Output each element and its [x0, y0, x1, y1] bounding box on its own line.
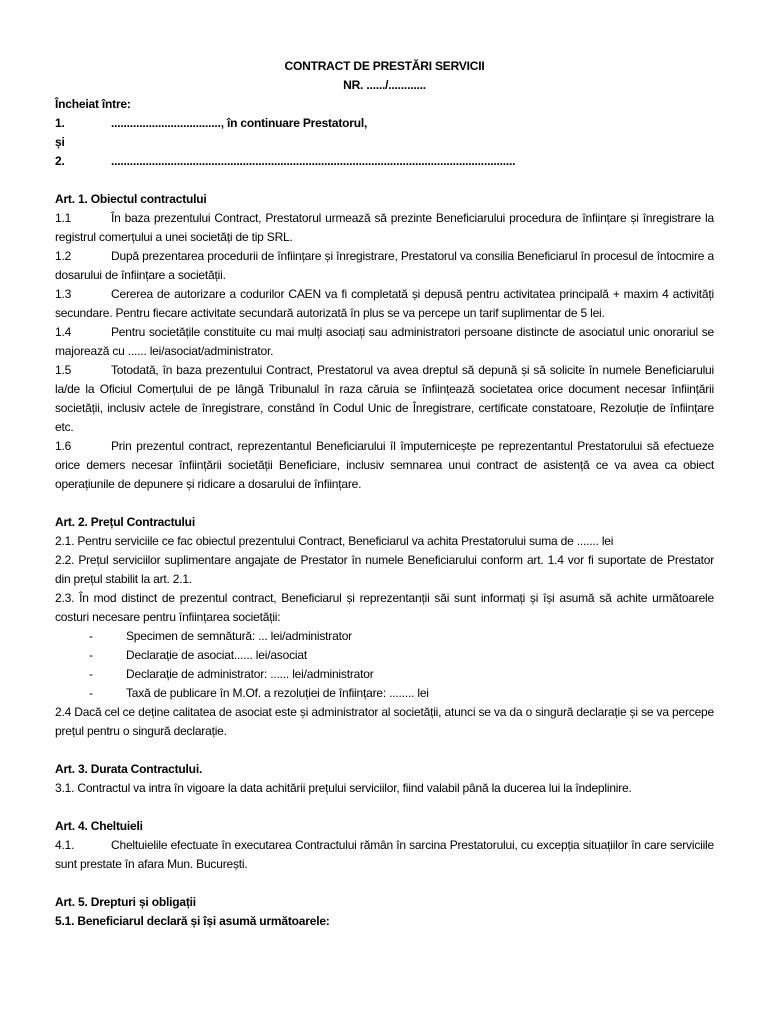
party-1-text: ..................................., în continuare Prestatorul, [111, 116, 368, 130]
art1-item-number: 1.2 [55, 249, 72, 263]
art2-paragraph-3: 2.3. În mod distinct de prezentul contract, Beneficiarul și reprezentanții săi sunt informați și își asumă să achite următoarele costuri necesare pentru înființarea societății: [55, 591, 714, 624]
art1-item-number: 1.1 [55, 211, 72, 225]
art5-heading: Art. 5. Drepturi și obligații [55, 895, 196, 909]
art4-item-number: 4.1. [55, 838, 75, 852]
art1-item [55, 323, 714, 361]
art5-paragraph-1: 5.1. Beneficiarul declară și își asumă următoarele: [55, 914, 330, 928]
art3-heading: Art. 3. Durata Contractului. [55, 762, 203, 776]
party-2-number: 2. [55, 154, 65, 168]
contract-title: CONTRACT DE PRESTĂRI SERVICII [284, 59, 485, 73]
bullet-dash: - [89, 667, 93, 681]
art4-heading: Art. 4. Cheltuieli [55, 819, 143, 833]
art1-item-text: Cererea de autorizare a codurilor CAEN va fi completată și depusă pentru activitatea principală + maxim 4 activități secundare. Pentru fiecare activitate secundară autorizată în plus se va percepe un tarif suplimentar de 5 lei. [55, 287, 714, 320]
cost-list-item [55, 684, 714, 703]
art1-item-text: În baza prezentului Contract, Prestatorul urmează să prezinte Beneficiarului procedura de înființare și înregistrare la registrul comerțului a unei societăți de tip SRL. [55, 211, 714, 244]
cost-item-text: Specimen de semnătură: ... lei/administrator [126, 629, 352, 643]
party-1-number: 1. [55, 116, 65, 130]
cost-list-item [55, 665, 714, 684]
party-1 [55, 114, 714, 133]
contract-document [55, 57, 714, 931]
art1-item [55, 437, 714, 494]
art1-item [55, 361, 714, 437]
party-2-text: ................................................................................................................................. [111, 154, 516, 168]
art1-item [55, 209, 714, 247]
cost-list-item [55, 646, 714, 665]
cost-item-text: Declarație de asociat...... lei/asociat [126, 648, 307, 662]
art1-item-text: Pentru societățile constituite cu mai mulți asociați sau administratori persoane distincte de asociatul unic onorariul se majorează cu ...... lei/asociat/administrator. [55, 325, 714, 358]
art1-item-number: 1.5 [55, 363, 72, 377]
art1-item-number: 1.3 [55, 287, 72, 301]
cost-item-text: Declarație de administrator: ...... lei/administrator [126, 667, 374, 681]
art1-heading: Art. 1. Obiectul contractului [55, 192, 207, 206]
art2-paragraph-4: 2.4 Dacă cel ce deține calitatea de asociat este și administrator al societății, atunci se va da o singură declarație și se va percepe prețul pentru o singură declarație. [55, 705, 714, 738]
contract-number: NR. ....../............ [343, 78, 426, 92]
parties-intro: Încheiat între: [55, 97, 131, 111]
art1-item-number: 1.4 [55, 325, 72, 339]
art1-item [55, 247, 714, 285]
art1-item-text: După prezentarea procedurii de înființare și înregistrare, Prestatorul va consilia Beneficiarul în procesul de întocmire a dosarului de înființare a societății. [55, 249, 714, 282]
art3-paragraph-1: 3.1. Contractul va intra în vigoare la data achitării prețului serviciilor, fiind valabil până la ducerea lui la îndeplinire. [55, 781, 632, 795]
cost-list-item [55, 627, 714, 646]
art1-item-number: 1.6 [55, 439, 72, 453]
art1-item-text: Totodată, în baza prezentului Contract, Prestatorul va avea dreptul să depună și să solicite în numele Beneficiarului la/de la Oficiul Comerțului de pe lângă Tribunalul în raza căruia se înființează societatea orice document necesar înființării societății, inclusiv actele de înregistrare, constând în Codul Unic de Înregistrare, certificate constatoare, Rezoluție de înființare etc. [55, 363, 714, 434]
art2-heading: Art. 2. Prețul Contractului [55, 515, 195, 529]
art4-paragraph-1 [55, 836, 714, 874]
cost-item-text: Taxă de publicare în M.Of. a rezoluției de înființare: ........ lei [126, 686, 429, 700]
parties-and: și [55, 135, 65, 149]
art2-paragraph-2: 2.2. Prețul serviciilor suplimentare angajate de Prestator în numele Beneficiarului conform art. 1.4 vor fi suportate de Prestator din prețul stabilit la art. 2.1. [55, 553, 714, 586]
bullet-dash: - [89, 648, 93, 662]
bullet-dash: - [89, 629, 93, 643]
art2-paragraph-1: 2.1. Pentru serviciile ce fac obiectul prezentului Contract, Beneficiarul va achita Prestatorului suma de ....... lei [55, 534, 614, 548]
art1-item-text: Prin prezentul contract, reprezentantul Beneficiarului îl împuternicește pe reprezentantul Prestatorului să efectueze orice demers necesar înființării societății Beneficiare, inclusiv semnarea unui contract de asistență ce va avea ca obiect operațiunile de depunere și ridicare a dosarului de înființare. [55, 439, 714, 491]
art4-item-text: Cheltuielile efectuate în executarea Contractului rămân în sarcina Prestatorului, cu excepția situațiilor în care serviciile sunt prestate în afara Mun. București. [55, 838, 714, 871]
party-2 [55, 152, 714, 171]
art1-item [55, 285, 714, 323]
bullet-dash: - [89, 686, 93, 700]
